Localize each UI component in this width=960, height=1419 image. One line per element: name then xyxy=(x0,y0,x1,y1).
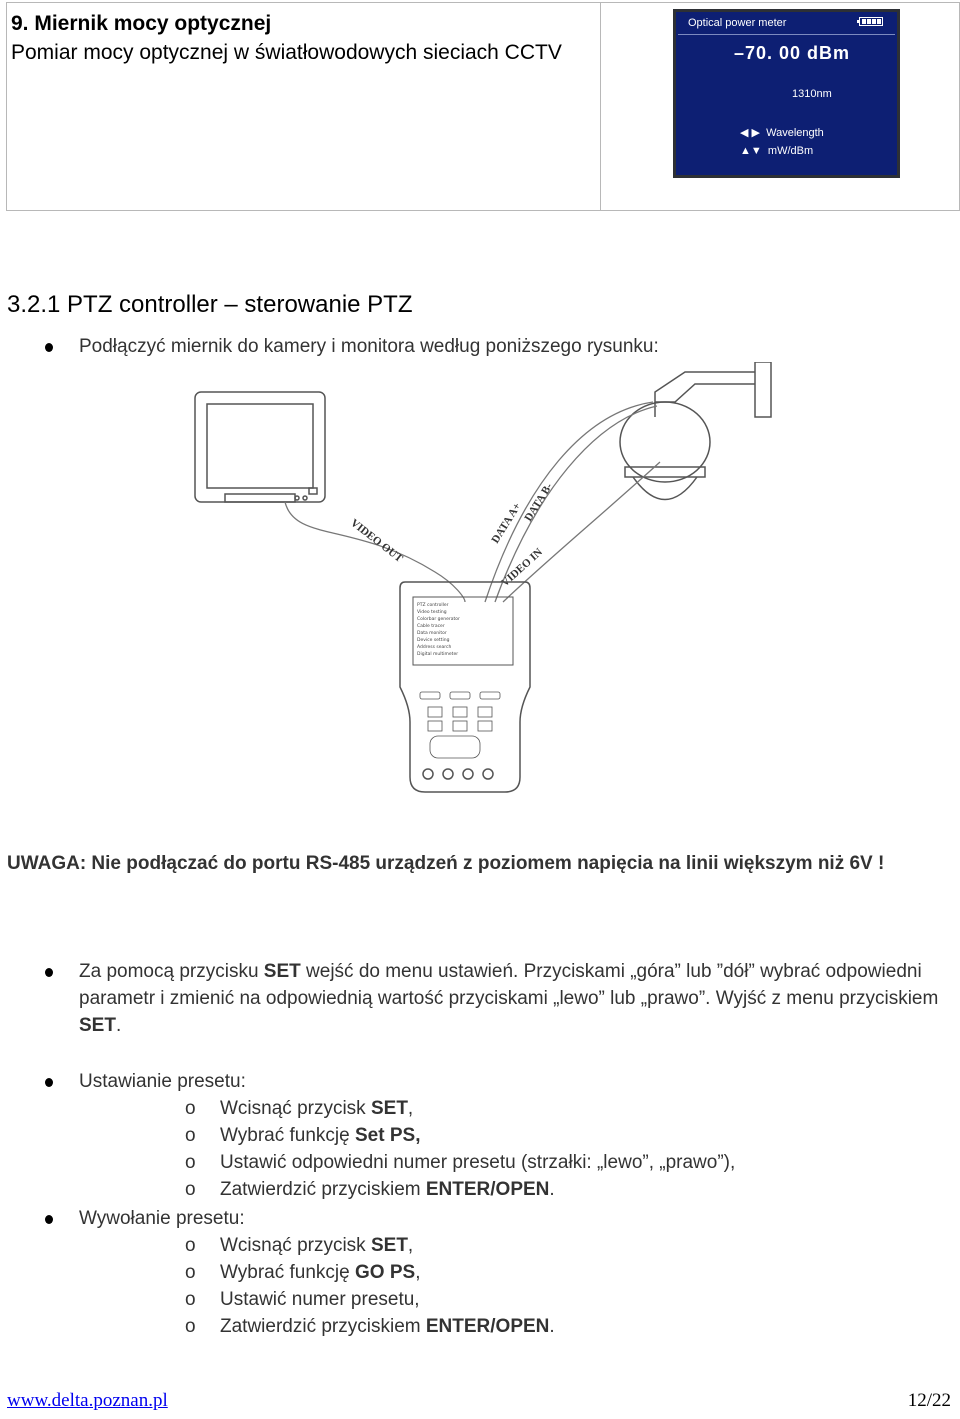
step-text: Zatwierdzić przyciskiem xyxy=(220,1179,426,1200)
paragraph-text: Za pomocą przycisku xyxy=(79,961,264,982)
step-text: Wybrać funkcję xyxy=(220,1125,355,1146)
step-bold: Set PS, xyxy=(355,1125,421,1146)
bullet-icon xyxy=(45,343,53,352)
bullet-icon xyxy=(45,1215,53,1224)
list-marker: o xyxy=(185,1235,196,1256)
footer-website-link[interactable]: www.delta.poznan.pl xyxy=(7,1390,168,1411)
paragraph-text: wejść do menu ustawień. Przyciskami „góra” lub ”dół” wybrać odpowiedni parametr i zmienić na odpowiednią wartość przyciskami „lewo” lub „prawo”. Wyjść z menu przyciskiem xyxy=(79,961,939,1009)
device-menu-item: Address search xyxy=(417,645,452,650)
meter-key-legend xyxy=(740,124,824,160)
label-data-b: DATA B- xyxy=(522,481,556,524)
label-video-out: VIDEO OUT xyxy=(348,516,405,565)
page-number: 12/22 xyxy=(907,1390,951,1411)
step-bold: GO PS xyxy=(355,1262,416,1283)
step-bold: SET xyxy=(370,1235,408,1256)
left-right-arrows-icon: ◀ ▶ xyxy=(740,127,760,139)
step-text: Wcisnąć przycisk xyxy=(220,1235,371,1256)
list-marker: o xyxy=(185,1262,196,1283)
meter-divider xyxy=(678,34,895,35)
ptz-camera-drawing xyxy=(620,362,771,500)
subsection-heading: 3.2.1 PTZ controller – sterowanie PTZ xyxy=(7,291,413,318)
step-text: , xyxy=(407,1235,414,1256)
section-title: 9. Miernik mocy optycznej xyxy=(11,12,272,35)
bullet-icon xyxy=(45,1078,53,1087)
step-text: Wybrać funkcję xyxy=(220,1262,355,1283)
step-text: , xyxy=(415,1262,421,1283)
step-bold: ENTER/OPEN xyxy=(425,1179,550,1200)
list-marker: o xyxy=(185,1316,196,1337)
set-menu-paragraph xyxy=(79,958,949,1039)
list-item xyxy=(185,1149,735,1176)
step-text: Wcisnąć przycisk xyxy=(220,1098,371,1119)
device-menu-item: Digital multimeter xyxy=(417,652,459,657)
list-marker: o xyxy=(185,1125,196,1146)
list-item xyxy=(185,1286,555,1313)
list-marker: o xyxy=(185,1098,196,1119)
warning-note: UWAGA: Nie podłączać do portu RS-485 urządzeń z poziomem napięcia na linii większym niż 6V ! xyxy=(7,853,885,874)
device-menu-item: Cable tracer xyxy=(417,624,445,629)
list-item xyxy=(185,1095,735,1122)
up-down-arrows-icon: ▲▼ xyxy=(740,145,762,157)
cables xyxy=(285,402,660,602)
preset-set-title: Ustawianie presetu: xyxy=(79,1071,246,1092)
list-marker: o xyxy=(185,1179,196,1200)
list-marker: o xyxy=(185,1152,196,1173)
device-menu-item: Device setting xyxy=(417,638,450,643)
label-video-in: VIDEO IN xyxy=(498,546,545,590)
meter-wavelength: 1310nm xyxy=(792,88,832,100)
step-text: , xyxy=(407,1098,414,1119)
device-menu-item: Colorbar generator xyxy=(417,617,460,622)
monitor-drawing xyxy=(195,392,325,502)
preset-call-title: Wywołanie presetu: xyxy=(79,1208,245,1229)
step-text: Zatwierdzić przyciskiem xyxy=(220,1316,426,1337)
paragraph-text: . xyxy=(115,1015,122,1036)
step-bold: ENTER/OPEN xyxy=(425,1316,550,1337)
key-wavelength-label: Wavelength xyxy=(766,127,824,139)
table-divider xyxy=(600,3,601,210)
device-menu xyxy=(417,602,460,657)
key-unit-label: mW/dBm xyxy=(767,145,814,157)
device-menu-item: Data monitor xyxy=(417,631,447,636)
list-item xyxy=(185,1259,555,1286)
step-text: . xyxy=(549,1316,555,1337)
meter-power-value: –70. 00 dBm xyxy=(734,43,851,63)
device-menu-item: Video testing xyxy=(417,610,447,615)
meter-screen-title: Optical power meter xyxy=(688,17,787,29)
step-bold: SET xyxy=(370,1098,408,1119)
connection-diagram xyxy=(185,362,785,802)
step-text: . xyxy=(549,1179,555,1200)
bullet-icon xyxy=(45,968,53,977)
label-data-a: DATA A+ xyxy=(489,500,524,546)
preset-set-steps xyxy=(185,1095,735,1203)
preset-call-steps xyxy=(185,1232,555,1340)
paragraph-set-bold: SET xyxy=(263,961,301,982)
step-text: Ustawić numer presetu, xyxy=(220,1289,420,1310)
paragraph-set-bold: SET xyxy=(79,1015,116,1036)
optical-meter-screen xyxy=(673,9,900,178)
section-description: Pomiar mocy optycznej w światłowodowych sieciach CCTV xyxy=(11,41,562,64)
step-text: Ustawić odpowiedni numer presetu (strzałki: „lewo”, „prawo”), xyxy=(220,1152,736,1173)
list-item xyxy=(185,1176,735,1203)
list-marker: o xyxy=(185,1289,196,1310)
connect-instruction: Podłączyć miernik do kamery i monitora według poniższego rysunku: xyxy=(79,336,659,357)
list-item xyxy=(185,1313,555,1340)
list-item xyxy=(185,1122,735,1149)
battery-icon xyxy=(859,17,883,26)
list-item xyxy=(185,1232,555,1259)
device-menu-item: PTZ controller xyxy=(417,603,449,608)
